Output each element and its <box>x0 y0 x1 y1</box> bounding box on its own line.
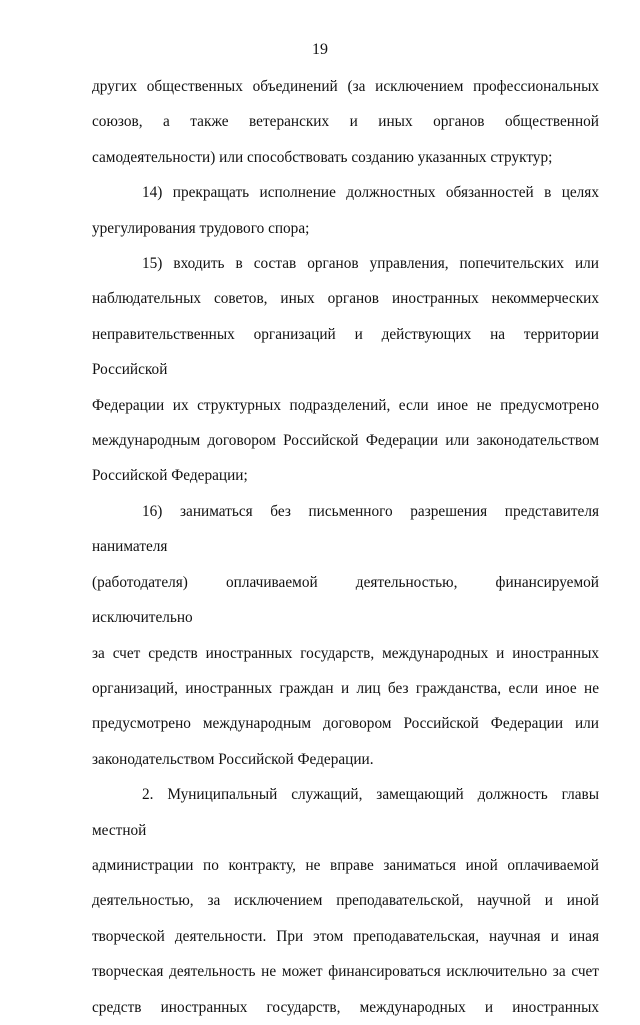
item-14-line: урегулирования трудового спора; <box>92 219 310 237</box>
item-15-line: Российской Федерации; <box>92 467 248 485</box>
item-16-line: 16) заниматься без письменного разрешения представителя нанимателя <box>92 502 599 556</box>
paragraph-continuation-line: самодеятельности) или способствовать созданию указанных структур; <box>92 148 553 166</box>
document-body <box>92 69 599 1025</box>
page-number: 19 <box>312 41 328 58</box>
section-2-line: деятельностью, за исключением преподавательской, научной и иной <box>92 892 599 910</box>
item-15-line: международным договором Российской Федерации или законодательством <box>92 432 599 450</box>
section-2-line: творческой деятельности. При этом преподавательская, научная и иная <box>92 927 599 945</box>
item-15-line: неправительственных организаций и действующих на территории Российской <box>92 325 599 379</box>
paragraph-continuation-line: других общественных объединений (за исключением профессиональных <box>92 78 599 95</box>
item-15-line: 15) входить в состав органов управления, попечительских или <box>142 255 599 273</box>
item-16-line: законодательством Российской Федерации. <box>92 750 374 768</box>
item-16-line: за счет средств иностранных государств, международных и иностранных <box>92 644 599 662</box>
item-14-line: 14) прекращать исполнение должностных обязанностей в целях <box>142 184 599 202</box>
item-15-line: Федерации их структурных подразделений, если иное не предусмотрено <box>92 396 599 414</box>
section-2-line: администрации по контракту, не вправе заниматься иной оплачиваемой <box>92 856 599 874</box>
item-16-line: организаций, иностранных граждан и лиц без гражданства, если иное не <box>92 679 599 697</box>
section-2-line: 2. Муниципальный служащий, замещающий должность главы местной <box>92 786 599 839</box>
item-16-line: (работодателя) оплачиваемой деятельностью, финансируемой исключительно <box>92 573 599 627</box>
item-16-line: предусмотрено международным договором Российской Федерации или <box>92 715 599 733</box>
paragraph-continuation-line: союзов, а также ветеранских и иных органов общественной <box>92 113 599 131</box>
section-2-line: творческая деятельность не может финансироваться исключительно за счет <box>92 963 599 981</box>
section-2-line: средств иностранных государств, международных и иностранных <box>92 998 599 1016</box>
item-15-line: наблюдательных советов, иных органов иностранных некоммерческих <box>92 290 599 308</box>
